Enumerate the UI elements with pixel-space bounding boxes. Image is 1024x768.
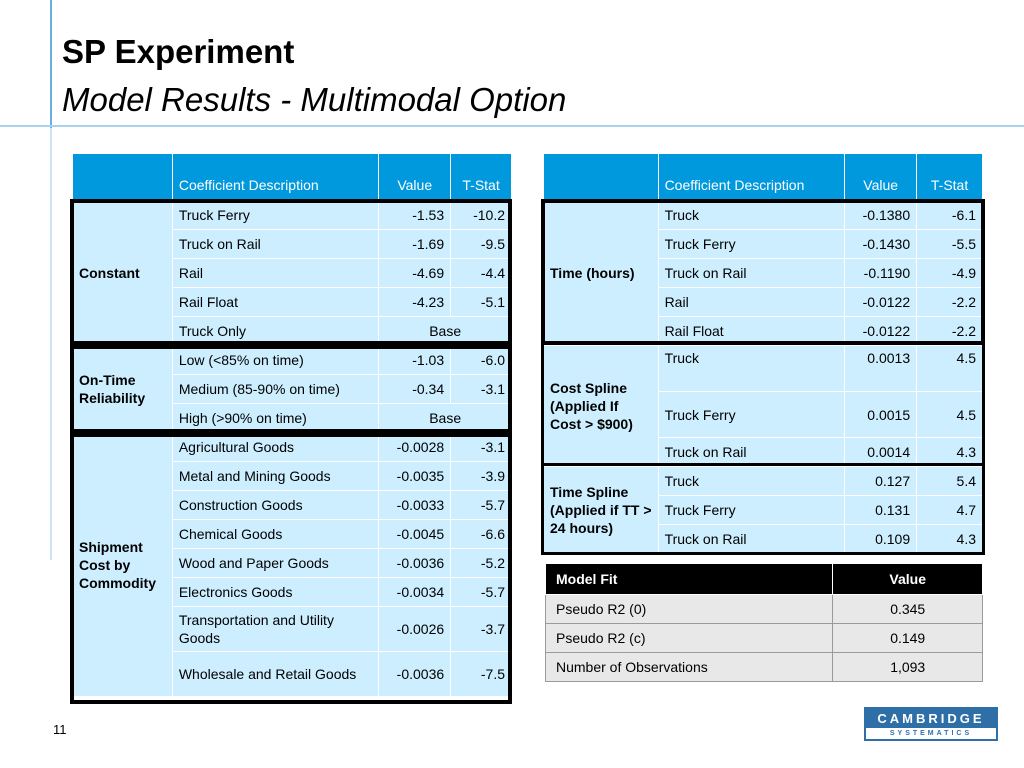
row-value: -0.1430 [845, 230, 917, 259]
row-desc: Truck Ferry [658, 496, 845, 525]
row-desc: Chemical Goods [172, 520, 378, 549]
row-value: -0.0122 [845, 317, 917, 346]
table-row [544, 467, 983, 496]
fit-label: Pseudo R2 (0) [546, 595, 833, 624]
row-value: -0.1380 [845, 201, 917, 230]
left-coefficient-table [72, 153, 512, 697]
row-value: -0.0045 [379, 520, 451, 549]
row-value: -1.53 [379, 201, 451, 230]
row-tstat: -5.1 [451, 288, 512, 317]
row-tstat: 4.3 [917, 525, 983, 554]
row-tstat: -9.5 [451, 230, 512, 259]
row-desc: Truck Ferry [658, 230, 845, 259]
table-row [546, 624, 983, 653]
row-base: Base [379, 404, 512, 433]
decor-horizontal-line [0, 125, 1024, 127]
row-tstat: 4.5 [917, 346, 983, 392]
row-desc: Construction Goods [172, 491, 378, 520]
group-label-time: Time (hours) [544, 201, 659, 346]
row-tstat: -5.2 [451, 549, 512, 578]
row-tstat: -4.4 [451, 259, 512, 288]
row-desc: Truck Ferry [658, 392, 845, 438]
row-tstat: -3.1 [451, 375, 512, 404]
row-tstat: 4.7 [917, 496, 983, 525]
row-tstat: -6.6 [451, 520, 512, 549]
row-value: -0.0036 [379, 549, 451, 578]
row-tstat: -5.7 [451, 578, 512, 607]
header-tstat: T-Stat [451, 154, 512, 201]
logo-wordmark: CAMBRIDGE [866, 709, 996, 728]
header-tstat: T-Stat [917, 154, 983, 201]
page-title: SP Experiment [62, 33, 295, 70]
row-value: -0.0122 [845, 288, 917, 317]
table-row [73, 346, 512, 375]
group-label-cost-spline: Cost Spline (Applied If Cost > $900) [544, 346, 659, 467]
table-header-row [73, 154, 512, 201]
row-desc: Truck [658, 346, 845, 392]
cambridge-logo [864, 707, 998, 741]
row-desc: Transportation and Utility Goods [172, 607, 378, 652]
page-number: 11 [53, 722, 67, 737]
header-value: Value [379, 154, 451, 201]
row-tstat: -5.5 [917, 230, 983, 259]
row-value: -0.1190 [845, 259, 917, 288]
row-tstat: -4.9 [917, 259, 983, 288]
fit-value: 0.149 [833, 624, 983, 653]
group-label-time-spline: Time Spline (Applied if TT > 24 hours) [544, 467, 659, 554]
row-value: -0.0035 [379, 462, 451, 491]
row-desc: Truck [658, 467, 845, 496]
row-value: 0.109 [845, 525, 917, 554]
table-row [544, 201, 983, 230]
row-desc: Metal and Mining Goods [172, 462, 378, 491]
fit-label: Pseudo R2 (c) [546, 624, 833, 653]
header-desc: Coefficient Description [172, 154, 378, 201]
model-fit-table [545, 563, 983, 682]
row-desc: Truck on Rail [658, 259, 845, 288]
row-desc: Wholesale and Retail Goods [172, 652, 378, 697]
row-desc: Rail [172, 259, 378, 288]
row-base: Base [379, 317, 512, 346]
row-desc: Truck Only [172, 317, 378, 346]
table-row [546, 653, 983, 682]
row-desc: Rail Float [172, 288, 378, 317]
row-desc: Rail Float [658, 317, 845, 346]
row-desc: Low (<85% on time) [172, 346, 378, 375]
row-tstat: -10.2 [451, 201, 512, 230]
row-desc: High (>90% on time) [172, 404, 378, 433]
row-tstat: -3.7 [451, 607, 512, 652]
table-row [73, 433, 512, 462]
row-tstat: -2.2 [917, 317, 983, 346]
row-tstat: 5.4 [917, 467, 983, 496]
row-value: 0.0014 [845, 438, 917, 467]
group-label-reliability: On-Time Reliability [73, 346, 173, 433]
row-value: -4.23 [379, 288, 451, 317]
row-tstat: -6.1 [917, 201, 983, 230]
row-value: -0.0026 [379, 607, 451, 652]
fit-value: 0.345 [833, 595, 983, 624]
table-row [546, 595, 983, 624]
row-desc: Truck on Rail [658, 525, 845, 554]
row-value: 0.127 [845, 467, 917, 496]
row-tstat: 4.5 [917, 392, 983, 438]
row-tstat: -5.7 [451, 491, 512, 520]
right-coefficient-table [543, 153, 983, 554]
header-value: Value [833, 564, 983, 595]
row-value: -1.03 [379, 346, 451, 375]
row-desc: Truck [658, 201, 845, 230]
row-tstat: -3.1 [451, 433, 512, 462]
table-row [73, 201, 512, 230]
fit-value: 1,093 [833, 653, 983, 682]
row-tstat: -6.0 [451, 346, 512, 375]
header-group [544, 154, 659, 201]
row-value: 0.0013 [845, 346, 917, 392]
row-tstat: 4.3 [917, 438, 983, 467]
row-value: 0.0015 [845, 392, 917, 438]
row-tstat: -3.9 [451, 462, 512, 491]
row-desc: Truck Ferry [172, 201, 378, 230]
header-group [73, 154, 173, 201]
page-subtitle: Model Results - Multimodal Option [62, 81, 567, 118]
row-tstat: -2.2 [917, 288, 983, 317]
row-value: -0.0036 [379, 652, 451, 697]
row-value: -0.0028 [379, 433, 451, 462]
row-value: -0.0034 [379, 578, 451, 607]
header-desc: Coefficient Description [658, 154, 845, 201]
decor-vertical-accent [50, 0, 52, 128]
row-desc: Truck on Rail [172, 230, 378, 259]
row-desc: Rail [658, 288, 845, 317]
row-desc: Truck on Rail [658, 438, 845, 467]
row-desc: Wood and Paper Goods [172, 549, 378, 578]
header-model-fit: Model Fit [546, 564, 833, 595]
row-tstat: -7.5 [451, 652, 512, 697]
row-desc: Electronics Goods [172, 578, 378, 607]
row-value: -1.69 [379, 230, 451, 259]
row-desc: Medium (85-90% on time) [172, 375, 378, 404]
fit-label: Number of Observations [546, 653, 833, 682]
row-value: 0.131 [845, 496, 917, 525]
table-header-row [544, 154, 983, 201]
group-label-commodity: Shipment Cost by Commodity [73, 433, 173, 697]
header-value: Value [845, 154, 917, 201]
row-value: -0.0033 [379, 491, 451, 520]
row-desc: Agricultural Goods [172, 433, 378, 462]
logo-subtitle: SYSTEMATICS [889, 730, 973, 737]
table-header-row [546, 564, 983, 595]
table-row [544, 346, 983, 392]
row-value: -4.69 [379, 259, 451, 288]
row-value: -0.34 [379, 375, 451, 404]
group-label-constant: Constant [73, 201, 173, 346]
